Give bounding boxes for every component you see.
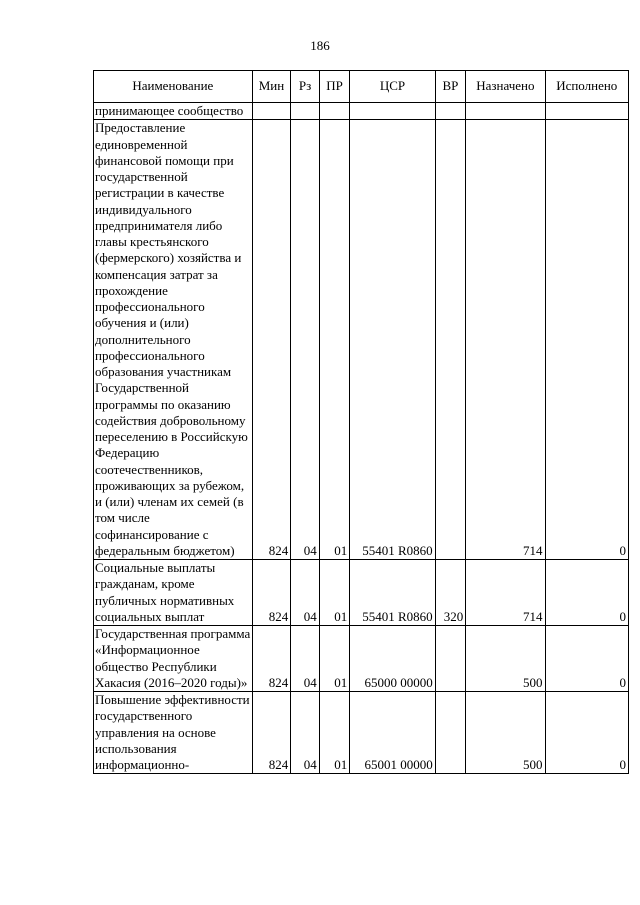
cell-pr <box>319 103 350 120</box>
cell-pr: 01 <box>319 560 350 626</box>
cell-pr: 01 <box>319 120 350 560</box>
cell-planned: 500 <box>466 692 545 774</box>
cell-name: Предоставление единовременной финансовой помощи при государственной регистрации в качестве индивидуального предпринимателя либо главы крестьянского (фермерского) хозяйства и компенсация затрат за прохождение профессионального обучения и (или) дополнительного профессионального образования участникам Государственной программы по оказанию содействия добровольному переселению в Российскую Федерацию соотечественников, проживающих за рубежом, и (или) членам их семей (в том числе софинансирование с федеральным бюджетом) <box>94 120 253 560</box>
cell-executed: 0 <box>545 120 628 560</box>
cell-rz: 04 <box>291 626 319 692</box>
table-row <box>94 120 629 560</box>
cell-min: 824 <box>252 120 291 560</box>
cell-min: 824 <box>252 560 291 626</box>
page-number: 186 <box>310 38 330 53</box>
cell-rz: 04 <box>291 692 319 774</box>
cell-pr: 01 <box>319 626 350 692</box>
table-row <box>94 692 629 774</box>
table-row <box>94 560 629 626</box>
cell-pr: 01 <box>319 692 350 774</box>
header-name: Наименование <box>94 71 253 103</box>
table-row <box>94 626 629 692</box>
header-vr: ВР <box>435 71 466 103</box>
cell-vr <box>435 626 466 692</box>
cell-vr <box>435 103 466 120</box>
cell-rz: 04 <box>291 560 319 626</box>
cell-csr: 65001 00000 <box>350 692 435 774</box>
table-row <box>94 103 629 120</box>
cell-planned: 714 <box>466 120 545 560</box>
cell-planned <box>466 103 545 120</box>
cell-min <box>252 103 291 120</box>
cell-name: принимающее сообщество <box>94 103 253 120</box>
cell-rz <box>291 103 319 120</box>
header-planned: Назначено <box>466 71 545 103</box>
cell-csr <box>350 103 435 120</box>
cell-name: Социальные выплаты гражданам, кроме публичных нормативных социальных выплат <box>94 560 253 626</box>
table-header-row <box>94 71 629 103</box>
cell-executed: 0 <box>545 626 628 692</box>
cell-min: 824 <box>252 626 291 692</box>
cell-rz: 04 <box>291 120 319 560</box>
header-pr: ПР <box>319 71 350 103</box>
header-csr: ЦСР <box>350 71 435 103</box>
cell-planned: 714 <box>466 560 545 626</box>
header-executed: Исполнено <box>545 71 628 103</box>
budget-table <box>93 70 629 774</box>
cell-vr: 320 <box>435 560 466 626</box>
cell-executed: 0 <box>545 692 628 774</box>
cell-name: Государственная программа «Информационное общество Республики Хакасия (2016–2020 годы)» <box>95 626 251 690</box>
cell-executed <box>545 103 628 120</box>
cell-min: 824 <box>252 692 291 774</box>
cell-csr: 55401 R0860 <box>350 120 435 560</box>
cell-name: Повышение эффективности государственного управления на основе использования информационно- <box>94 692 253 774</box>
header-rz: Рз <box>291 71 319 103</box>
cell-planned: 500 <box>466 626 545 692</box>
cell-executed: 0 <box>545 560 628 626</box>
cell-vr <box>435 120 466 560</box>
cell-csr: 65000 00000 <box>350 626 435 692</box>
header-min: Мин <box>252 71 291 103</box>
cell-csr: 55401 R0860 <box>350 560 435 626</box>
cell-vr <box>435 692 466 774</box>
